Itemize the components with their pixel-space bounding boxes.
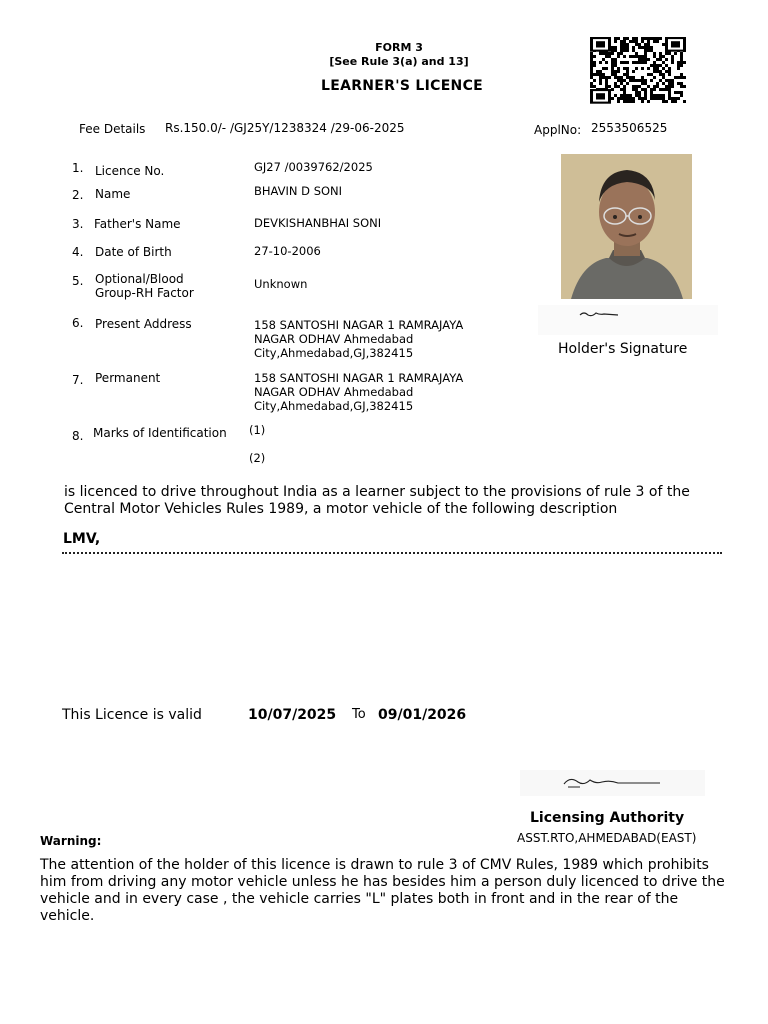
validity-from: 10/07/2025: [248, 707, 337, 723]
permanent-address-label: Permanent: [95, 371, 161, 385]
permanent-address-line: 158 SANTOSHI NAGAR 1 RAMRAJAYA: [254, 371, 464, 385]
fathers-name-value: DEVKISHANBHAI SONI: [254, 216, 382, 230]
warning-text: The attention of the holder of this licence is drawn to rule 3 of CMV Rules, 1989 which prohibits him from driving any motor vehicle unless he has besides him a person duly licenced to drive the vehicle and in every case , the vehicle carries "L" plates both in front and in the rear of the vehicle.: [40, 857, 725, 924]
licensing-authority-title: Licensing Authority: [530, 810, 685, 826]
name-value: BHAVIN D SONI: [254, 184, 343, 198]
field-number: 2.: [72, 188, 84, 202]
dob-value: 27-10-2006: [254, 244, 321, 258]
licence-statement: is licenced to drive throughout India as a learner subject to the provisions of rule 3 of the Central Motor Vehicles Rules 1989, a motor vehicle of the following description: [64, 484, 690, 517]
fathers-name-label: Father's Name: [94, 217, 181, 231]
vehicle-class: LMV,: [63, 531, 101, 547]
licence-no-value: GJ27 /0039762/2025: [254, 160, 373, 174]
field-number: 1.: [72, 161, 84, 175]
permanent-address-line: NAGAR ODHAV Ahmedabad: [254, 385, 414, 399]
present-address-line: City,Ahmedabad,GJ,382415: [254, 346, 414, 360]
field-number: 6.: [72, 316, 84, 330]
licence-no-label: Licence No.: [95, 164, 165, 178]
holder-signature-image: [538, 305, 718, 335]
fee-details-value: Rs.150.0/- /GJ25Y/1238324 /29-06-2025: [165, 121, 405, 135]
authority-signature-image: [520, 770, 705, 796]
blood-group-value: Unknown: [254, 277, 308, 291]
permanent-address-line: City,Ahmedabad,GJ,382415: [254, 399, 414, 413]
name-label: Name: [95, 187, 131, 201]
appl-no-label: ApplNo:: [534, 123, 582, 137]
field-number: 5.: [72, 274, 84, 288]
field-number: 8.: [72, 429, 84, 443]
present-address-line: NAGAR ODHAV Ahmedabad: [254, 332, 414, 346]
form-number: FORM 3: [375, 41, 423, 54]
validity-to: 09/01/2026: [378, 707, 467, 723]
document-title: LEARNER'S LICENCE: [320, 78, 484, 94]
field-number: 4.: [72, 245, 84, 259]
holder-photo: [561, 154, 692, 299]
dob-label: Date of Birth: [95, 245, 172, 259]
marks-label: Marks of Identification: [93, 426, 227, 440]
mark-2: (2): [249, 451, 266, 465]
qr-code: [590, 37, 686, 104]
present-address-line: 158 SANTOSHI NAGAR 1 RAMRAJAYA: [254, 318, 464, 332]
rule-reference: [See Rule 3(a) and 13]: [329, 55, 469, 68]
holder-signature-label: Holder's Signature: [558, 341, 688, 357]
field-number: 7.: [72, 373, 84, 387]
appl-no-value: 2553506525: [591, 121, 668, 135]
validity-to-word: To: [352, 707, 366, 722]
dotted-divider: [62, 552, 722, 554]
blood-group-label-line1: Optional/Blood: [95, 272, 184, 286]
mark-1: (1): [249, 423, 266, 437]
present-address-label: Present Address: [95, 317, 192, 331]
field-number: 3.: [72, 217, 84, 231]
fee-details-label: Fee Details: [79, 122, 146, 136]
validity-label: This Licence is valid: [62, 707, 202, 723]
licensing-authority-office: ASST.RTO,AHMEDABAD(EAST): [517, 831, 697, 845]
warning-label: Warning:: [40, 834, 102, 848]
blood-group-label-line2: Group-RH Factor: [95, 286, 194, 300]
